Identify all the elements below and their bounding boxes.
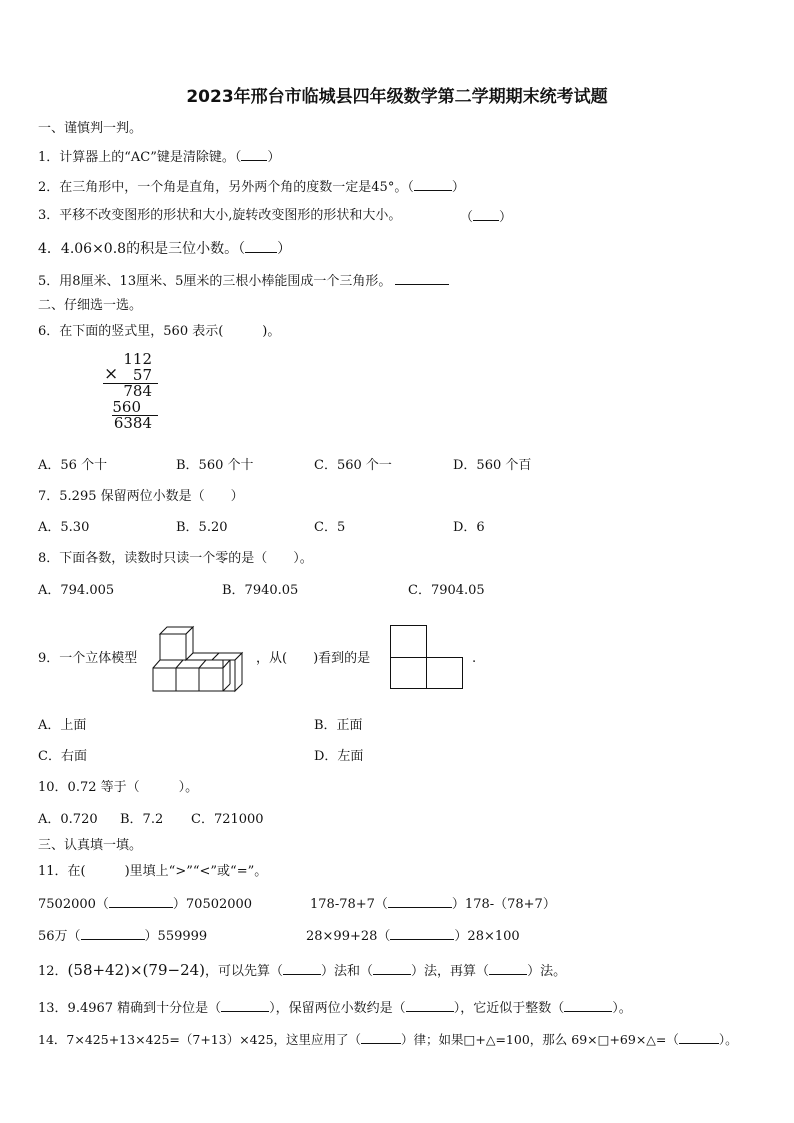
q11-compare-3: 56万（ ）559999 — [38, 929, 208, 944]
answer-blank[interactable] — [414, 178, 452, 191]
answer-blank[interactable] — [473, 208, 499, 221]
question-2: 2．在三角形中，一个角是直角，另外两个角的度数一定是45°。（ ） — [38, 180, 465, 195]
question-4: 4．4.06×0.8的积是三位小数。（ ） — [38, 241, 292, 257]
answer-blank[interactable] — [241, 148, 267, 161]
calc-row-partial-2: 560 — [112, 398, 141, 416]
question-12: 12．(58+42)×(79−24)，可以先算（ ）法和（ ）法，再算（ ）法。 — [38, 961, 567, 979]
q7-option-d[interactable]: D．6 — [453, 520, 485, 535]
answer-blank[interactable] — [373, 962, 411, 975]
answer-blank[interactable] — [390, 927, 454, 940]
q7-option-c[interactable]: C．5 — [314, 520, 346, 535]
answer-blank[interactable] — [489, 962, 527, 975]
answer-blank[interactable] — [81, 927, 145, 940]
q11-compare-4: 28×99+28（ ）28×100 — [306, 929, 520, 944]
q6-option-b[interactable]: B．560 个十 — [176, 458, 254, 473]
answer-blank[interactable] — [406, 999, 454, 1012]
q7-option-a[interactable]: A．5.30 — [38, 520, 90, 535]
answer-blank[interactable] — [679, 1031, 719, 1044]
answer-blank[interactable] — [564, 999, 612, 1012]
section-heading-fill: 三、认真填一填。 — [38, 838, 143, 853]
q8-option-b[interactable]: B．7940.05 — [222, 583, 299, 598]
calc-row-multiplicand: 112 — [123, 350, 152, 368]
q6-option-a[interactable]: A．56 个十 — [38, 458, 108, 473]
page-title: 2023年邢台市临城县四年级数学第二学期期末统考试题 — [186, 87, 608, 107]
question-14: 14．7×425+13×425=（7+13）×425，这里应用了（ ）律；如果□+△=100，那么 69×□+69×△=（ ）。 — [38, 1032, 738, 1047]
question-5: 5．用8厘米、13厘米、5厘米的三根小棒能围成一个三角形。 — [38, 272, 449, 290]
question-9-stem-2: ，从( )看到的是 — [256, 651, 371, 666]
q8-option-c[interactable]: C．7904.05 — [408, 583, 485, 598]
calc-row-product: 6384 — [113, 414, 152, 432]
answer-blank[interactable] — [245, 240, 277, 253]
q6-option-d[interactable]: D．560 个百 — [453, 458, 532, 473]
q9-option-c[interactable]: C．右面 — [38, 749, 87, 764]
question-3: 3．平移不改变图形的形状和大小,旋转改变图形的形状和大小。 — [38, 208, 402, 223]
answer-blank[interactable] — [361, 1031, 401, 1044]
q10-option-a[interactable]: A．0.720 — [38, 812, 98, 827]
question-13: 13．9.4967 精确到十分位是（ ），保留两位小数约是（ ），它近似于整数（ ）。 — [38, 1001, 632, 1016]
q8-option-a[interactable]: A．794.005 — [38, 583, 115, 598]
question-11: 11．在( )里填上“>”“<”或“=”。 — [38, 864, 268, 879]
calc-row-partial-1: 784 — [123, 382, 152, 400]
q10-option-b[interactable]: B．7.2 — [120, 812, 164, 827]
question-3-answer: （ ） — [460, 210, 513, 225]
question-9-stem: 9．一个立体模型 — [38, 651, 138, 666]
question-8: 8．下面各数，读数时只读一个零的是（ ）。 — [38, 551, 313, 566]
times-sign: × — [104, 364, 119, 384]
q11-compare-1: 7502000（ ）70502000 — [38, 897, 253, 912]
question-6: 6．在下面的竖式里，560 表示( )。 — [38, 324, 281, 339]
view-figure — [390, 625, 464, 690]
question-10: 10．0.72 等于（ ）。 — [38, 780, 199, 795]
q12-expression: (58+42)×(79−24) — [67, 961, 206, 979]
q9-option-a[interactable]: A．上面 — [38, 718, 87, 733]
answer-blank[interactable] — [388, 895, 452, 908]
section-heading-judge: 一、谨慎判一判。 — [38, 121, 143, 136]
calc-row-multiplier: 57 — [132, 366, 152, 384]
question-1: 1．计算器上的“AC”键是清除键。（ ） — [38, 150, 281, 165]
answer-blank[interactable] — [283, 962, 321, 975]
q11-compare-2: 178-78+7（ ）178-（78+7） — [310, 897, 556, 912]
q9-option-d[interactable]: D．左面 — [314, 749, 364, 764]
q6-option-c[interactable]: C．560 个一 — [314, 458, 392, 473]
section-heading-choose: 二、仔细选一选。 — [38, 298, 143, 313]
q9-option-b[interactable]: B．正面 — [314, 718, 363, 733]
question-9-period: . — [472, 651, 477, 666]
q7-option-b[interactable]: B．5.20 — [176, 520, 228, 535]
answer-blank[interactable] — [109, 895, 173, 908]
cube-model-figure — [150, 626, 246, 692]
answer-blank[interactable] — [395, 272, 449, 285]
q10-option-c[interactable]: C．721000 — [191, 812, 264, 827]
question-7: 7．5.295 保留两位小数是（ ） — [38, 489, 244, 504]
answer-blank[interactable] — [221, 999, 269, 1012]
